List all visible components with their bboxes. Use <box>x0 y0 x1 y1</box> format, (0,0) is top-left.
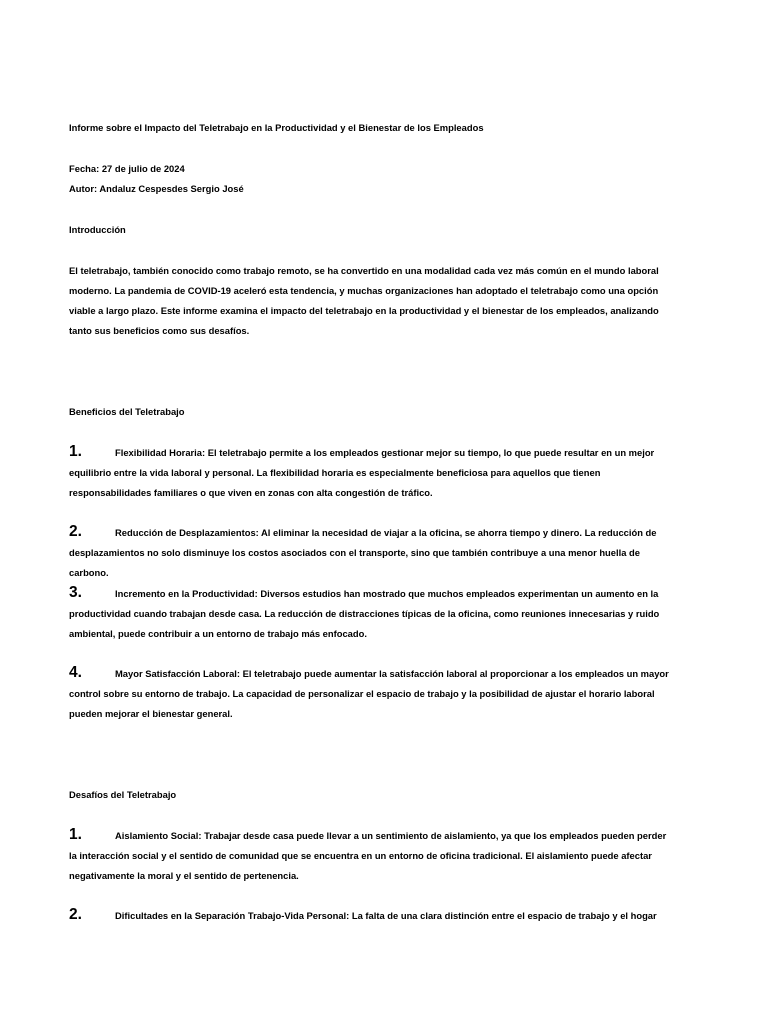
report-date: Fecha: 27 de julio de 2024 <box>69 163 185 174</box>
list-item-text: Reducción de Desplazamientos: Al eliminar la necesidad de viajar a la oficina, se ahorra tiempo y dinero. La reducción de desplazamientos no solo disminuye los costos asociados con el transporte, sino que también contribuye a una menor huella de carbono. <box>69 527 657 578</box>
list-number: 3. <box>69 584 82 601</box>
list-item-text: Dificultades en la Separación Trabajo-Vida Personal: La falta de una clara distinción entre el espacio de trabajo y el hogar <box>115 910 657 921</box>
intro-heading: Introducción <box>69 224 126 235</box>
list-item-text: Flexibilidad Horaria: El teletrabajo permite a los empleados gestionar mejor su tiempo, lo que puede resultar en un mejor equilibrio entre la vida laboral y personal. La flexibilidad horaria es especialmente beneficiosa para aquellos que tienen responsabilidades familiares o que viven en zonas con alta congestión de tráfico. <box>69 447 655 498</box>
benefits-heading: Beneficios del Teletrabajo <box>69 406 185 417</box>
benefit-item-1 <box>69 443 669 503</box>
list-item-text: Mayor Satisfacción Laboral: El teletrabajo puede aumentar la satisfacción laboral al proporcionar a los empleados un mayor control sobre su entorno de trabajo. La capacidad de personalizar el espacio de trabajo y la posibilidad de ajustar el horario laboral pueden mejorar el bienestar general. <box>69 668 669 719</box>
challenges-heading: Desafíos del Teletrabajo <box>69 789 177 800</box>
benefit-item-2 <box>69 523 669 583</box>
benefit-item-4 <box>69 664 669 724</box>
list-item-text: Incremento en la Productividad: Diversos estudios han mostrado que muchos empleados experimentan un aumento en la productividad cuando trabajan desde casa. La reducción de distracciones típicas de la oficina, como reuniones innecesarias y ruido ambiental, puede contribuir a un entorno de trabajo más enfocado. <box>69 588 660 639</box>
report-author: Autor: Andaluz Cespesdes Sergio José <box>69 183 244 194</box>
list-number: 4. <box>69 664 82 681</box>
list-number: 2. <box>69 523 82 540</box>
benefit-item-3 <box>69 584 669 644</box>
challenge-item-2 <box>69 906 669 926</box>
report-title: Informe sobre el Impacto del Teletrabajo en la Productividad y el Bienestar de los Empleados <box>69 122 484 133</box>
list-number: 1. <box>69 826 82 843</box>
intro-paragraph: El teletrabajo, también conocido como trabajo remoto, se ha convertido en una modalidad cada vez más común en el mundo laboral moderno. La pandemia de COVID-19 aceleró esta tendencia, y muchas organizaciones han adoptado el teletrabajo como una opción viable a largo plazo. Este informe examina el impacto del teletrabajo en la productividad y el bienestar de los empleados, analizando tanto sus beneficios como sus desafíos. <box>69 265 659 336</box>
list-item-text: Aislamiento Social: Trabajar desde casa puede llevar a un sentimiento de aislamiento, ya que los empleados pueden perder la interacción social y el sentido de comunidad que se encuentra en un entorno de oficina tradicional. El aislamiento puede afectar negativamente la moral y el sentido de pertenencia. <box>69 830 667 881</box>
list-number: 1. <box>69 443 82 460</box>
list-number: 2. <box>69 906 82 923</box>
challenge-item-1 <box>69 826 669 886</box>
